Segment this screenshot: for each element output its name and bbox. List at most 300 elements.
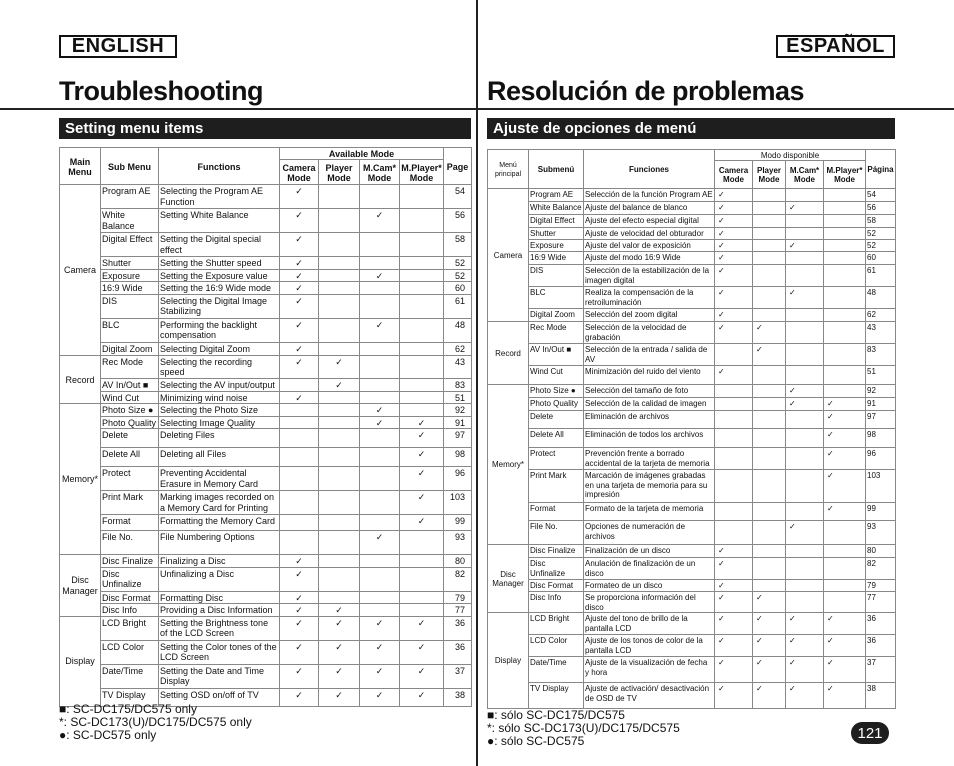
table-row <box>488 521 896 545</box>
function-cell: Ajuste de velocidad del obturador <box>584 228 715 240</box>
checkmark-icon: ✓ <box>789 684 796 693</box>
player-mode-cell <box>319 209 360 233</box>
table-row <box>60 185 472 209</box>
mplayer-mode-cell <box>400 233 444 257</box>
sub-menu-cell: Print Mark <box>529 470 584 503</box>
table-row <box>60 318 472 342</box>
mcam-mode-cell <box>786 592 824 613</box>
page-cell: 77 <box>444 604 472 617</box>
sub-menu-cell: Photo Size ● <box>101 404 159 417</box>
header-camera-mode: Camera Mode <box>280 160 319 185</box>
page-title-en: Troubleshooting <box>59 76 263 106</box>
checkmark-icon: ✓ <box>295 356 303 367</box>
table-row <box>60 378 472 391</box>
table-row <box>488 344 896 366</box>
player-mode-cell <box>319 604 360 617</box>
function-cell: Finalización de un disco <box>584 545 715 558</box>
player-mode-cell <box>319 391 360 404</box>
camera-mode-cell <box>715 448 753 470</box>
checkmark-icon: ✓ <box>827 471 834 480</box>
player-mode-cell <box>753 545 786 558</box>
camera-mode-cell <box>280 429 319 448</box>
mplayer-mode-cell <box>824 228 866 240</box>
mplayer-mode-cell <box>400 567 444 591</box>
mplayer-mode-cell <box>400 355 444 378</box>
main-menu-cell: Disc Manager <box>488 545 529 613</box>
mplayer-mode-cell <box>400 467 444 491</box>
checkmark-icon: ✓ <box>417 617 426 628</box>
player-mode-cell <box>753 635 786 657</box>
mcam-mode-cell <box>786 558 824 580</box>
sub-menu-cell: DIS <box>529 265 584 287</box>
function-cell: Opciones de numeración de archivos <box>584 521 715 545</box>
page-cell: 54 <box>866 189 896 202</box>
table-row <box>488 287 896 309</box>
sub-menu-cell: File No. <box>529 521 584 545</box>
player-mode-cell <box>319 318 360 342</box>
page-cell: 97 <box>444 429 472 448</box>
checkmark-icon: ✓ <box>718 253 725 262</box>
mcam-mode-cell <box>786 366 824 385</box>
checkmark-icon: ✓ <box>718 241 725 250</box>
player-mode-cell <box>753 240 786 252</box>
sub-menu-cell: Disc Format <box>529 580 584 592</box>
sub-menu-cell: Disc Unfinalize <box>529 558 584 580</box>
mplayer-mode-cell <box>400 282 444 295</box>
sub-menu-cell: White Balance <box>101 209 159 233</box>
function-cell: Ajuste de la visualización de fecha y hora <box>584 657 715 683</box>
sub-menu-cell: Wind Cut <box>529 366 584 385</box>
player-mode-cell <box>753 366 786 385</box>
table-row <box>60 664 472 688</box>
checkmark-icon: ✓ <box>718 658 725 667</box>
camera-mode-cell <box>280 448 319 467</box>
mplayer-mode-cell <box>824 558 866 580</box>
player-mode-cell <box>319 664 360 688</box>
main-menu-cell: Record <box>488 322 529 385</box>
mplayer-mode-cell <box>400 294 444 318</box>
player-mode-cell <box>753 411 786 429</box>
function-cell: Setting White Balance <box>159 209 280 233</box>
mcam-mode-cell <box>786 580 824 592</box>
player-mode-cell <box>753 215 786 228</box>
player-mode-cell <box>319 531 360 555</box>
sub-menu-cell: Disc Info <box>529 592 584 613</box>
checkmark-icon: ✓ <box>335 617 343 628</box>
function-cell: Finalizing a Disc <box>159 555 280 568</box>
sub-menu-cell: Digital Zoom <box>529 309 584 322</box>
mcam-mode-cell <box>360 318 400 342</box>
table-row <box>488 448 896 470</box>
checkmark-icon: ✓ <box>789 386 796 395</box>
player-mode-cell <box>753 448 786 470</box>
player-mode-cell <box>319 515 360 531</box>
mplayer-mode-cell <box>824 322 866 344</box>
table-row <box>488 322 896 344</box>
camera-mode-cell <box>715 385 753 398</box>
checkmark-icon: ✓ <box>295 210 303 220</box>
checkmark-icon: ✓ <box>375 417 384 428</box>
checkmark-icon: ✓ <box>718 367 725 376</box>
header-mcam-mode: M.Cam* Mode <box>786 161 824 189</box>
title-rule-es <box>478 108 954 110</box>
table-row <box>60 531 472 555</box>
player-mode-cell <box>319 378 360 391</box>
table-row <box>488 240 896 252</box>
player-mode-cell <box>319 467 360 491</box>
header-main-menu: Menú principal <box>488 150 529 189</box>
mcam-mode-cell <box>360 688 400 706</box>
function-cell: Selección de la entrada / salida de AV <box>584 344 715 366</box>
mplayer-mode-cell <box>400 491 444 515</box>
checkmark-icon: ✓ <box>827 614 834 623</box>
camera-mode-cell <box>715 613 753 635</box>
function-cell: Performing the backlight compensation <box>159 318 280 342</box>
sub-menu-cell: DIS <box>101 294 159 318</box>
legend-text: : SC-DC175/DC575 only <box>66 702 197 716</box>
mcam-mode-cell <box>360 467 400 491</box>
camera-mode-cell <box>715 189 753 202</box>
player-mode-cell <box>753 683 786 709</box>
page-cell: 37 <box>866 657 896 683</box>
table-row <box>488 215 896 228</box>
mplayer-mode-cell <box>824 545 866 558</box>
mcam-mode-cell <box>786 344 824 366</box>
function-cell: Selecting the AV input/output <box>159 378 280 391</box>
page-cell: 36 <box>866 613 896 635</box>
page-cell: 51 <box>866 366 896 385</box>
player-mode-cell <box>319 269 360 282</box>
function-cell: Selecting the Program AE Function <box>159 185 280 209</box>
sub-menu-cell: Digital Effect <box>101 233 159 257</box>
sub-menu-cell: Disc Finalize <box>101 555 159 568</box>
checkmark-icon: ✓ <box>827 504 834 513</box>
player-mode-cell <box>753 322 786 344</box>
mplayer-mode-cell <box>400 448 444 467</box>
table-row <box>488 657 896 683</box>
camera-mode-cell <box>280 233 319 257</box>
checkmark-icon: ✓ <box>756 593 763 602</box>
player-mode-cell <box>319 294 360 318</box>
checkmark-icon: ✓ <box>335 379 343 390</box>
camera-mode-cell <box>715 470 753 503</box>
function-cell: Selección de la estabilización de la imagen digital <box>584 265 715 287</box>
page-cell: 36 <box>444 640 472 664</box>
mcam-mode-cell <box>360 257 400 270</box>
mplayer-mode-cell <box>824 411 866 429</box>
legend-text: : sólo SC-DC175/DC575 <box>494 708 625 722</box>
sub-menu-cell: Disc Unfinalize <box>101 567 159 591</box>
player-mode-cell <box>319 282 360 295</box>
mcam-mode-cell <box>360 567 400 591</box>
page-cell: 51 <box>444 391 472 404</box>
table-row <box>488 309 896 322</box>
page-cell: 52 <box>444 257 472 270</box>
player-mode-cell <box>753 470 786 503</box>
camera-mode-cell <box>280 318 319 342</box>
mplayer-mode-cell <box>400 664 444 688</box>
section-heading-en: Setting menu items <box>59 118 471 139</box>
mplayer-mode-cell <box>824 202 866 215</box>
checkmark-icon: ✓ <box>375 689 384 700</box>
mplayer-mode-cell <box>400 416 444 429</box>
checkmark-icon: ✓ <box>718 636 725 645</box>
function-cell: Setting the Date and Time Display <box>159 664 280 688</box>
player-mode-cell <box>753 657 786 683</box>
sub-menu-cell: Shutter <box>101 257 159 270</box>
mcam-mode-cell <box>786 398 824 411</box>
function-cell: Selección de la calidad de imagen <box>584 398 715 411</box>
checkmark-icon: ✓ <box>789 614 796 623</box>
mplayer-mode-cell <box>824 398 866 411</box>
table-row <box>60 404 472 417</box>
mplayer-mode-cell <box>824 503 866 521</box>
page-cell: 48 <box>866 287 896 309</box>
table-row <box>60 555 472 568</box>
legend-text: : SC-DC173(U)/DC175/DC575 only <box>63 715 252 729</box>
camera-mode-cell <box>280 342 319 355</box>
mcam-mode-cell <box>360 269 400 282</box>
page-cell: 77 <box>866 592 896 613</box>
sub-menu-cell: Rec Mode <box>529 322 584 344</box>
function-cell: Setting the Brightness tone of the LCD Screen <box>159 616 280 640</box>
mplayer-mode-cell <box>824 189 866 202</box>
camera-mode-cell <box>715 240 753 252</box>
checkmark-icon: ✓ <box>756 614 763 623</box>
checkmark-icon: ✓ <box>827 412 834 421</box>
table-row <box>60 391 472 404</box>
checkmark-icon: ✓ <box>417 449 426 459</box>
function-cell: Formatting Disc <box>159 591 280 604</box>
checkmark-icon: ✓ <box>417 468 426 478</box>
function-cell: Marcación de imágenes grabadas en una tarjeta de memoria para su impresión <box>584 470 715 503</box>
circle-icon: ● <box>487 734 495 748</box>
checkmark-icon: ✓ <box>417 665 426 676</box>
sub-menu-cell: Disc Finalize <box>529 545 584 558</box>
mplayer-mode-cell <box>400 185 444 209</box>
player-mode-cell <box>753 580 786 592</box>
mcam-mode-cell <box>360 294 400 318</box>
mcam-mode-cell <box>360 282 400 295</box>
table-row <box>488 228 896 240</box>
mcam-mode-cell <box>786 657 824 683</box>
table-row <box>60 467 472 491</box>
mcam-mode-cell <box>786 545 824 558</box>
page-cell: 38 <box>866 683 896 709</box>
checkmark-icon: ✓ <box>756 658 763 667</box>
camera-mode-cell <box>715 366 753 385</box>
sub-menu-cell: Shutter <box>529 228 584 240</box>
sub-menu-cell: Disc Format <box>101 591 159 604</box>
checkmark-icon: ✓ <box>417 492 426 502</box>
header-available-mode: Available Mode <box>280 148 444 160</box>
sub-menu-cell: Photo Quality <box>101 416 159 429</box>
page-cell: 91 <box>866 398 896 411</box>
sub-menu-cell: AV In/Out ■ <box>529 344 584 366</box>
player-mode-cell <box>319 688 360 706</box>
table-row <box>488 202 896 215</box>
mcam-mode-cell <box>786 448 824 470</box>
checkmark-icon: ✓ <box>789 636 796 645</box>
camera-mode-cell <box>280 378 319 391</box>
sub-menu-cell: Protect <box>529 448 584 470</box>
checkmark-icon: ✓ <box>375 665 384 676</box>
function-cell: Formato de la tarjeta de memoria <box>584 503 715 521</box>
mcam-mode-cell <box>360 448 400 467</box>
mplayer-mode-cell <box>400 555 444 568</box>
page-cell: 103 <box>866 470 896 503</box>
sub-menu-cell: Digital Zoom <box>101 342 159 355</box>
table-row <box>60 491 472 515</box>
camera-mode-cell <box>280 294 319 318</box>
checkmark-icon: ✓ <box>295 186 303 196</box>
function-cell: Selección del zoom digital <box>584 309 715 322</box>
sub-menu-cell: Wind Cut <box>101 391 159 404</box>
function-cell: Setting the Digital special effect <box>159 233 280 257</box>
language-label-english: ENGLISH <box>59 35 177 58</box>
sub-menu-cell: Date/Time <box>101 664 159 688</box>
page-cell: 99 <box>444 515 472 531</box>
mcam-mode-cell <box>360 640 400 664</box>
checkmark-icon: ✓ <box>375 532 384 542</box>
function-cell: Deleting all Files <box>159 448 280 467</box>
mplayer-mode-cell <box>824 215 866 228</box>
page-cell: 61 <box>444 294 472 318</box>
legend-item <box>59 729 252 742</box>
table-row <box>488 580 896 592</box>
table-row <box>488 398 896 411</box>
mplayer-mode-cell <box>824 309 866 322</box>
checkmark-icon: ✓ <box>417 689 426 700</box>
mplayer-mode-cell <box>824 287 866 309</box>
camera-mode-cell <box>715 429 753 448</box>
player-mode-cell <box>319 491 360 515</box>
camera-mode-cell <box>280 355 319 378</box>
sub-menu-cell: Digital Effect <box>529 215 584 228</box>
camera-mode-cell <box>280 391 319 404</box>
page-cell: 79 <box>444 591 472 604</box>
mplayer-mode-cell <box>400 591 444 604</box>
checkmark-icon: ✓ <box>718 216 725 225</box>
sub-menu-cell: White Balance <box>529 202 584 215</box>
checkmark-icon: ✓ <box>718 614 725 623</box>
camera-mode-cell <box>715 580 753 592</box>
camera-mode-cell <box>715 228 753 240</box>
checkmark-icon: ✓ <box>756 684 763 693</box>
page-cell: 62 <box>866 309 896 322</box>
mcam-mode-cell <box>360 555 400 568</box>
page-cell: 52 <box>444 269 472 282</box>
checkmark-icon: ✓ <box>375 270 384 281</box>
function-cell: Setting the Color tones of the LCD Screen <box>159 640 280 664</box>
page-cell: 60 <box>444 282 472 295</box>
function-cell: Providing a Disc Information <box>159 604 280 617</box>
camera-mode-cell <box>715 592 753 613</box>
function-cell: Selecting the recording speed <box>159 355 280 378</box>
function-cell: Realiza la compensación de la retroiluminación <box>584 287 715 309</box>
sub-menu-cell: Date/Time <box>529 657 584 683</box>
player-mode-cell <box>753 503 786 521</box>
square-icon: ■ <box>59 702 67 716</box>
mcam-mode-cell <box>786 613 824 635</box>
player-mode-cell <box>753 189 786 202</box>
checkmark-icon: ✓ <box>295 617 303 628</box>
sub-menu-cell: 16:9 Wide <box>529 252 584 265</box>
function-cell: Se proporciona información del disco <box>584 592 715 613</box>
sub-menu-cell: Format <box>101 515 159 531</box>
checkmark-icon: ✓ <box>718 310 725 319</box>
mcam-mode-cell <box>786 228 824 240</box>
page-cell: 80 <box>444 555 472 568</box>
function-cell: Eliminación de archivos <box>584 411 715 429</box>
mplayer-mode-cell <box>400 688 444 706</box>
checkmark-icon: ✓ <box>375 210 384 220</box>
sub-menu-cell: Program AE <box>101 185 159 209</box>
header-sub-menu: Submenú <box>529 150 584 189</box>
checkmark-icon: ✓ <box>335 689 343 700</box>
main-menu-cell: Memory* <box>488 385 529 545</box>
page-title-es: Resolución de problemas <box>487 76 805 106</box>
page-cell: 103 <box>444 491 472 515</box>
table-row <box>488 429 896 448</box>
function-cell: Minimizing wind noise <box>159 391 280 404</box>
checkmark-icon: ✓ <box>789 658 796 667</box>
table-row <box>488 411 896 429</box>
mcam-mode-cell <box>360 491 400 515</box>
mcam-mode-cell <box>360 591 400 604</box>
function-cell: Selecting Image Quality <box>159 416 280 429</box>
table-row <box>60 429 472 448</box>
player-mode-cell <box>319 448 360 467</box>
page-cell: 98 <box>444 448 472 467</box>
checkmark-icon: ✓ <box>718 593 725 602</box>
player-mode-cell <box>753 309 786 322</box>
mcam-mode-cell <box>786 635 824 657</box>
mplayer-mode-cell <box>400 640 444 664</box>
checkmark-icon: ✓ <box>827 399 834 408</box>
function-cell: Selección del tamaño de foto <box>584 385 715 398</box>
function-cell: Selección de la función Program AE <box>584 189 715 202</box>
checkmark-icon: ✓ <box>295 270 303 281</box>
page-cell: 91 <box>444 416 472 429</box>
function-cell: Ajuste del valor de exposición <box>584 240 715 252</box>
main-menu-cell: Camera <box>60 185 101 356</box>
player-mode-cell <box>319 233 360 257</box>
legend-text: : sólo SC-DC173(U)/DC175/DC575 <box>491 721 680 735</box>
header-mcam-mode: M.Cam* Mode <box>360 160 400 185</box>
player-mode-cell <box>753 228 786 240</box>
checkmark-icon: ✓ <box>295 392 303 403</box>
checkmark-icon: ✓ <box>335 665 343 676</box>
main-menu-cell: Disc Manager <box>60 555 101 617</box>
camera-mode-cell <box>280 567 319 591</box>
table-row <box>488 545 896 558</box>
table-row <box>488 252 896 265</box>
checkmark-icon: ✓ <box>789 522 796 531</box>
mcam-mode-cell <box>786 503 824 521</box>
page-cell: 38 <box>444 688 472 706</box>
page-cell: 52 <box>866 240 896 252</box>
function-cell: Ajuste de los tonos de color de la pantalla LCD <box>584 635 715 657</box>
mcam-mode-cell <box>360 531 400 555</box>
mplayer-mode-cell <box>824 470 866 503</box>
mplayer-mode-cell <box>400 269 444 282</box>
sub-menu-cell: Format <box>529 503 584 521</box>
page-cell: 92 <box>444 404 472 417</box>
camera-mode-cell <box>715 657 753 683</box>
checkmark-icon: ✓ <box>756 323 763 332</box>
checkmark-icon: ✓ <box>375 641 384 652</box>
